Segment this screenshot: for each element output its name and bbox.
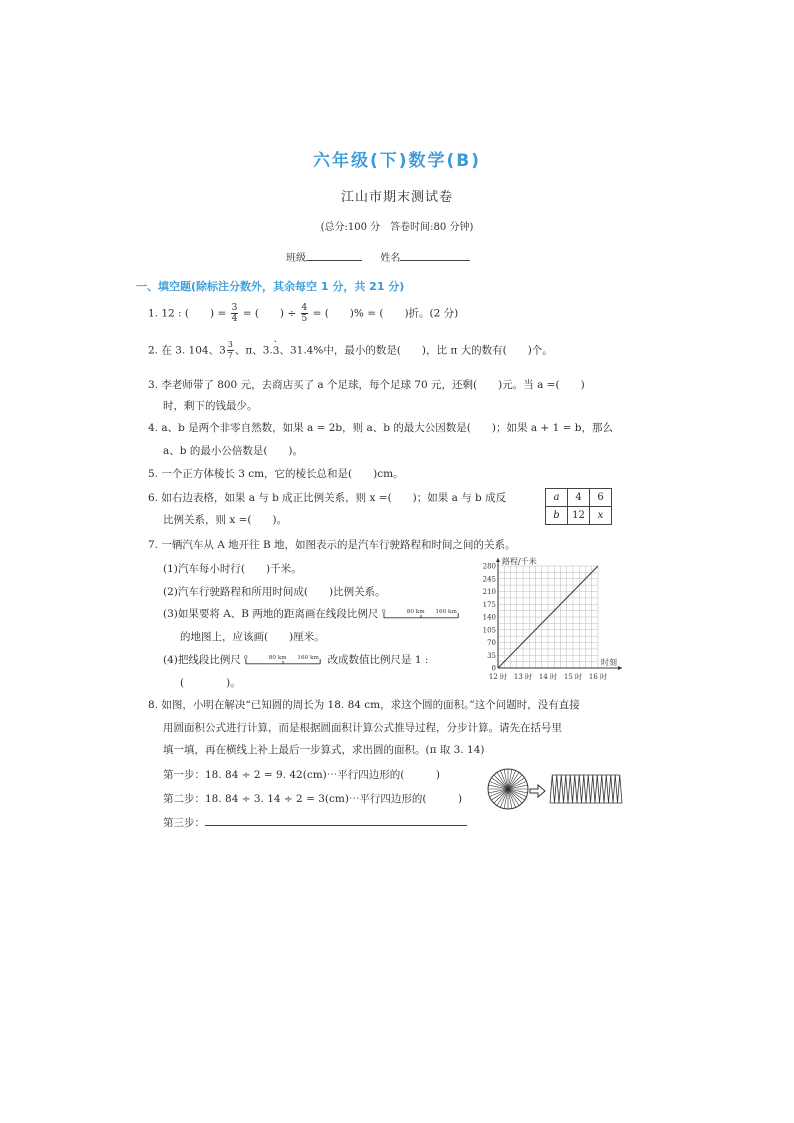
y-tick-label: 210 xyxy=(482,588,496,596)
y-axis-arrow xyxy=(496,558,500,562)
y-tick-label: 280 xyxy=(482,562,496,571)
x-tick-label: 12 时 xyxy=(488,673,508,681)
x-axis-arrow xyxy=(618,666,622,670)
y-tick-label: 175 xyxy=(482,600,496,609)
y-tick-label: 140 xyxy=(482,613,496,622)
name-label: 姓名 xyxy=(380,253,401,264)
question-8-step-3 xyxy=(163,815,467,830)
parallelogram-strips-icon xyxy=(550,775,622,803)
x-tick-label: 16 时 xyxy=(588,673,608,681)
question-7-intro: 7. 一辆汽车从 A 地开往 B 地，如图表示的是汽车行驶路程和时间之间的关系。 xyxy=(148,539,516,551)
chart-x-ticks xyxy=(489,672,607,681)
q7-part-4-text-b: 改成数值比例尺是 1 : xyxy=(327,654,429,666)
name-blank[interactable] xyxy=(400,260,470,261)
x-tick-label: 13 时 xyxy=(513,673,533,681)
question-8-line-3: 填一填，再在横线上补上最后一步算式，求出圆的面积。(π 取 3. 14) xyxy=(163,744,485,756)
table-row xyxy=(546,507,612,525)
exam-meta: (总分:100 分 答卷时间:80 分钟) xyxy=(320,222,474,233)
y-tick-label: 245 xyxy=(482,575,496,584)
question-8-step-2: 第二步：18. 84 ÷ 3. 14 ÷ 2 = 3(cm)⋯平行四边形的( ) xyxy=(163,793,463,805)
scale-tick-80: 80 km xyxy=(406,609,425,616)
scale-tick-160: 160 km xyxy=(435,609,457,616)
y-tick-label: 105 xyxy=(482,626,496,635)
scale-tick-0: 0 xyxy=(244,655,248,662)
question-5: 5. 一个正方体棱长 3 cm，它的棱长总和是( )cm。 xyxy=(148,468,404,480)
scale-tick-80: 80 km xyxy=(268,655,287,662)
student-info xyxy=(286,249,470,264)
table-cell: 6 xyxy=(590,489,612,507)
question-8-line-1: 8. 如图，小明在解决“已知圆的周长为 18. 84 cm，求这个圆的面积。”这个问题时，没有直接 xyxy=(148,699,580,711)
q1-text-c: = ( )% = ( )折。(2 分) xyxy=(312,307,459,320)
line-scale-bar xyxy=(382,607,462,621)
class-blank[interactable] xyxy=(306,260,362,261)
q2-mixed-fraction: $\frac{3}{7}$ xyxy=(227,340,233,360)
step-3-label: 第三步： xyxy=(163,817,205,829)
question-7-part-4 xyxy=(163,652,428,667)
q2-text-a: 2. 在 3. 104、3 xyxy=(148,344,226,357)
question-3-line-2: 时，剩下的钱最少。 xyxy=(163,400,258,412)
table-cell: 4 xyxy=(568,489,590,507)
q2-text-b: 、π、3. xyxy=(234,344,273,357)
q1-fraction-1: $\frac{3}{4}$ xyxy=(231,303,238,324)
scale-tick-0: 0 xyxy=(381,609,386,616)
q1-text-b: = ( ) ÷ xyxy=(242,307,297,320)
distance-time-chart xyxy=(470,552,630,686)
question-3-line-1: 3. 李老师带了 800 元，去商店买了 a 个足球，每个足球 70 元，还剩( )元。当 a =( ) xyxy=(148,379,585,391)
question-8-line-2: 用圆面积公式进行计算，而是根据圆面积计算公式推导过程，分步计算。请先在括号里 xyxy=(163,722,562,734)
chart-y-ticks xyxy=(483,563,496,673)
q7-part-3-text: (3)如果要将 A、B 两地的距离画在线段比例尺 xyxy=(163,608,379,620)
x-tick-label: 14 时 xyxy=(538,673,558,681)
x-tick-label: 15 时 xyxy=(563,673,583,681)
q2-text-c: 、31.4%中，最小的数是( )，比 π 大的数有( )个。 xyxy=(279,344,553,357)
table-row xyxy=(546,489,612,507)
table-cell: a xyxy=(546,489,568,507)
q7-part-4-text-a: (4)把线段比例尺 xyxy=(163,654,241,666)
chart-y-label: 路程/千米 xyxy=(502,557,537,566)
chart-x-label: 时刻 xyxy=(601,658,617,667)
y-tick-label: 70 xyxy=(487,639,496,647)
section-heading: 一、填空题(除标注分数外，其余每空 1 分，共 21 分) xyxy=(136,280,405,293)
circle-sectors-icon xyxy=(488,769,528,809)
table-cell: x xyxy=(590,507,612,525)
strip-zigzag xyxy=(550,775,622,803)
question-6-line-1: 6. 如右边表格，如果 a 与 b 成正比例关系，则 x =( )；如果 a 与 b 成反 xyxy=(148,492,507,504)
step-3-answer-line[interactable] xyxy=(205,825,467,826)
circle-to-parallelogram-figure xyxy=(486,765,626,813)
table-cell: b xyxy=(546,507,568,525)
q2-repeating-digit: · 3 xyxy=(273,345,280,357)
chart-axes xyxy=(496,558,622,670)
arrow-right-icon xyxy=(530,785,545,797)
y-tick-label: 0 xyxy=(491,664,496,673)
line-scale-bar-2 xyxy=(244,653,324,667)
table-cell: 12 xyxy=(568,507,590,525)
exam-title: 六年级(下)数学(B) xyxy=(312,151,482,171)
question-2 xyxy=(148,340,553,361)
question-7-part-4-cont: ( )。 xyxy=(180,677,241,689)
question-6-line-2: 比例关系，则 x =( )。 xyxy=(163,514,288,526)
class-label: 班级 xyxy=(286,253,306,264)
scale-tick-160: 160 km xyxy=(297,655,320,662)
q1-text-a: 1. 12 : ( ) = xyxy=(148,307,227,320)
question-4-line-2: a、b 的最小公倍数是( )。 xyxy=(163,445,304,457)
question-7-part-1: (1)汽车每小时行( )千米。 xyxy=(163,563,302,575)
q1-fraction-2: $\frac{4}{5}$ xyxy=(301,303,308,324)
question-1 xyxy=(148,303,458,324)
question-7-part-3 xyxy=(163,606,462,621)
question-8-step-1: 第一步：18. 84 ÷ 2 = 9. 42(cm)⋯平行四边形的( ) xyxy=(163,769,440,781)
y-tick-label: 35 xyxy=(487,651,496,660)
question-7-part-3-cont: 的地图上，应该画( )厘米。 xyxy=(180,631,325,643)
exam-subtitle: 江山市期末测试卷 xyxy=(340,190,453,205)
question-7-part-2: (2)汽车行驶路程和所用时间成( )比例关系。 xyxy=(163,586,386,598)
question-4-line-1: 4. a、b 是两个非零自然数，如果 a = 2b，则 a、b 的最大公因数是( )；如果 a + 1 = b，那么 xyxy=(148,422,613,434)
proportion-table xyxy=(545,488,612,525)
